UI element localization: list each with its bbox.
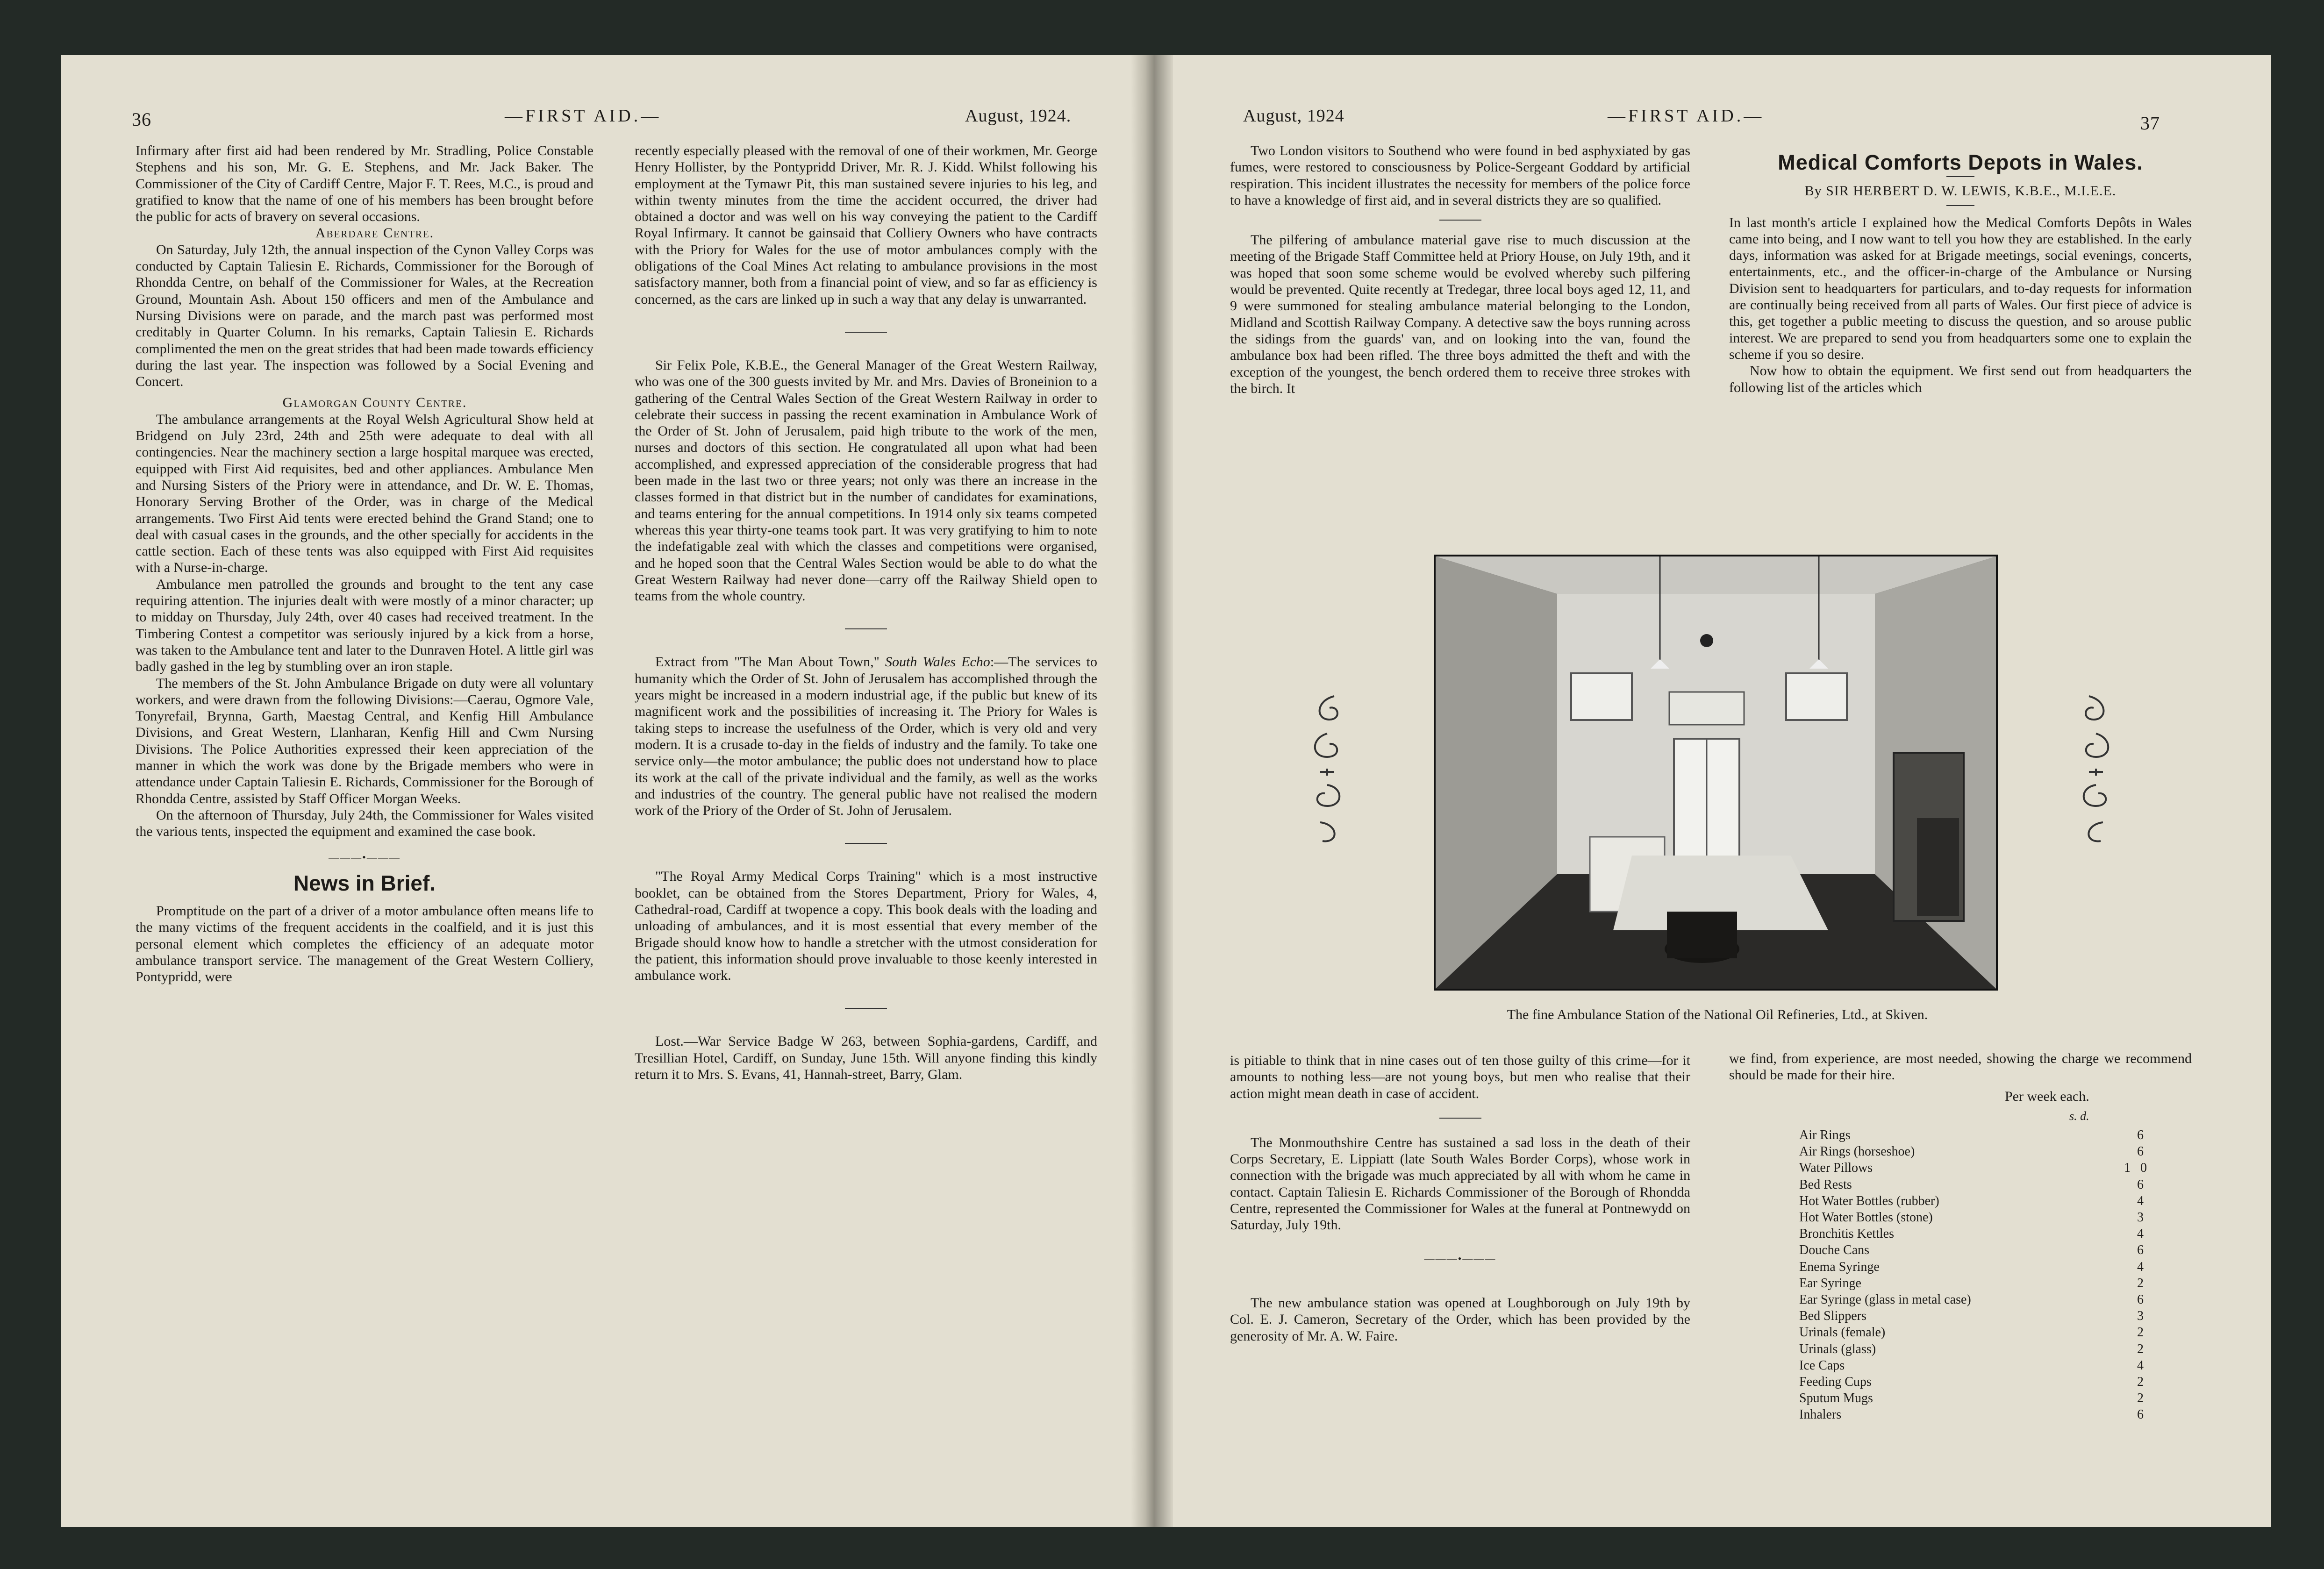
price-row bbox=[1799, 1374, 2154, 1390]
item-price: 2 bbox=[2124, 1276, 2144, 1291]
paragraph: recently especially pleased with the removal of one of their workmen, Mr. George Henry Hollister, by the Pontypridd Driver, Mr. R. J. Kidd. Whilst following his employment at the Tymawr Pit, this man sustained severe injuries to his leg, and within twenty minutes from the time the accident occurred, the driver had obtained a doctor and was well on his way conveying the patient to the Cardiff Royal Infirmary. It cannot be gainsaid that Colliery Owners who have contracts with the Priory for Wales for the use of motor ambulances comply with the obligations of the Coal Mines Act relating to ambulance provisions in the most satisfactory manner, both from a financial point of view, and so far as efficiency is concerned, as the cars are linked up in such a way that any delay is unwarranted. bbox=[635, 143, 1097, 307]
item-name: Ear Syringe bbox=[1799, 1276, 1861, 1291]
divider bbox=[845, 843, 887, 844]
page-number-right: 37 bbox=[2140, 113, 2160, 134]
price-row bbox=[1799, 1357, 2154, 1374]
issue-date-left: August, 1924. bbox=[965, 106, 1072, 126]
item-price: 6 bbox=[2124, 1243, 2144, 1258]
paragraph: Two London visitors to Southend who were found in bed asphyxiated by gas fumes, were restored to consciousness by Police-Sergeant Goddard by artificial respiration. This incident illustrates the necessity for members of the police force to have a knowledge of first aid, and in several districts they are so qualified. bbox=[1230, 143, 1690, 208]
item-price: 4 bbox=[2124, 1358, 2144, 1373]
price-row bbox=[1799, 1193, 2154, 1209]
left-column-1 bbox=[136, 143, 594, 985]
item-name: Air Rings bbox=[1799, 1128, 1851, 1142]
item-name: Ice Caps bbox=[1799, 1358, 1845, 1373]
price-row bbox=[1799, 1160, 2154, 1176]
price-row bbox=[1799, 1259, 2154, 1275]
item-price: 2 bbox=[2124, 1375, 2144, 1390]
running-title-left: —FIRST AID.— bbox=[505, 106, 662, 126]
paragraph bbox=[635, 654, 1097, 819]
price-row bbox=[1799, 1275, 2154, 1291]
item-name: Air Rings (horseshoe) bbox=[1799, 1144, 1915, 1159]
item-name: Urinals (female) bbox=[1799, 1325, 1886, 1340]
divider: ———•——— bbox=[329, 851, 400, 863]
paragraph: On the afternoon of Thursday, July 24th, the Commissioner for Wales visited the various tents, inspected the equipment and examined the case book. bbox=[136, 807, 594, 840]
paragraph: On Saturday, July 12th, the annual inspection of the Cynon Valley Corps was conducted by Captain Taliesin E. Richards, Commissioner for the Borough of Rhondda Centre, on behalf of the Commissioner for Wales, at the Recreation Ground, Mountain Ash. About 150 officers and men of the Ambulance and Nursing Divisions were on parade, and the march past was performed most creditably in Quarter Column. In his remarks, Captain Taliesin E. Richards complimented the men on the great strides that had been made towards efficiency during the last year. The inspection was followed by a Social Evening and Concert. bbox=[136, 242, 594, 390]
item-name: Bed Slippers bbox=[1799, 1309, 1866, 1324]
issue-date-right: August, 1924 bbox=[1243, 106, 1344, 126]
paragraph: we find, from experience, are most needed, showing the charge we recommend should be made for their hire. bbox=[1729, 1051, 2192, 1083]
right-column-1-bottom bbox=[1230, 1052, 1690, 1344]
book-gutter-right bbox=[1154, 55, 1173, 1527]
paragraph: The pilfering of ambulance material gave rise to much discussion at the meeting of the Brigade Staff Committee held at Priory House, on July 19th, and it was hoped that soon some scheme would be evolved whereby such pilfering would be prevented. Quite recently at Tredegar, three local boys aged 12, 11, and 9 were summoned for stealing ambulance material belonging to the London, Midland and Scottish Railway Company. A detective saw the boys running across the sidings from the guards' van, and on looking into the van, found the ambulance box had been rifled. The three boys admitted the theft and with the exception of the youngest, the bench ordered them to receive three strokes with the birch. It bbox=[1230, 232, 1690, 396]
item-name: Hot Water Bottles (stone) bbox=[1799, 1210, 1933, 1225]
item-price: 4 bbox=[2124, 1259, 2144, 1274]
paragraph: Now how to obtain the equipment. We first send out from headquarters the following list of the articles which bbox=[1729, 363, 2192, 395]
price-row bbox=[1799, 1406, 2154, 1423]
item-price: 2 bbox=[2124, 1341, 2144, 1356]
text-span: :—The services to humanity which the Order of St. John of Jerusalem has accomplished through the years might be increased in a modern industrial age, if the public but knew of its magnificent work and the possibilities of increasing it. The Priory for Wales is taking steps to increase the usefulness of the Order, which is very old and very modern. It is a crusade to-day in the fields of industry and the family. To take one service only—the motor ambulance; the public does not understand how to place its work at the call of the private individual and the family, as well as the works and industries of the country. The general public have not realised the modern work of the Priory of the Order of St. John of Jerusalem. bbox=[635, 654, 1097, 819]
item-price: 3 bbox=[2124, 1309, 2144, 1324]
paragraph: The ambulance arrangements at the Royal Welsh Agricultural Show held at Bridgend on July 23rd, 24th and 25th were adequate to deal with all contingencies. Near the machinery section a large hospital marquee was erected, equipped with First Aid requisites, bed and other appliances. Ambulance Men and Nursing Sisters of the Priory were in attendance, and Dr. W. E. Thomas, Honorary Serving Brother of the Order, was in charge of the Medical arrangements. Two First Aid tents were erected behind the Grand Stand; one to deal with casual cases in the grounds, and the other specially for accidents in the cattle section. Each of these tents was also equipped with First Aid requisites with a Nurse-in-charge. bbox=[136, 411, 594, 576]
item-name: Douche Cans bbox=[1799, 1243, 1870, 1258]
paragraph: Promptitude on the part of a driver of a motor ambulance often means life to the many victims of the frequent accidents in the coalfield, and it is just this personal element which completes the efficiency of an adequate motor ambulance transport service. The management of the Great Western Colliery, Pontypridd, were bbox=[136, 903, 594, 985]
right-column-1-top bbox=[1230, 143, 1690, 397]
source-name: South Wales Echo bbox=[885, 654, 990, 670]
section-heading-glamorgan: Glamorgan County Centre. bbox=[282, 395, 467, 411]
item-price: 6 bbox=[2124, 1292, 2144, 1307]
right-column-2-top bbox=[1729, 150, 2192, 396]
book-gutter bbox=[1131, 55, 1154, 1527]
running-title-right: —FIRST AID.— bbox=[1608, 106, 1765, 126]
item-price: 2 bbox=[2124, 1325, 2144, 1340]
divider bbox=[845, 628, 887, 629]
paragraph: Sir Felix Pole, K.B.E., the General Manager of the Great Western Railway, who was one of the 300 guests invited by Mr. and Mrs. Davies of Broneinion to a gathering of the Central Wales Section of the Great Western Railway in order to celebrate their success in passing the recent examination in Ambulance Work of the Order of St. John of Jerusalem, paid high tribute to the work of the men, nurses and doctors of this section. He congratulated all upon what had been accomplished, and expressed appreciation of the considerable progress that had been made in the last two or three years; not only was there an increase in the classes formed in that district but in the number of candidates for examinations, and teams entering for the annual competitions. In 1914 only six teams competed whereas this year thirty-one teams took part. It was very gratifying to him to note the indefatigable zeal with which the classes and competitions were organised, and he hoped soon that the Central Wales Section would be able to do what the Great Western Railway had never done—carry off the Railway Shield open to teams from the whole country. bbox=[635, 357, 1097, 604]
hire-price-list bbox=[1799, 1127, 2154, 1423]
item-name: Inhalers bbox=[1799, 1407, 1842, 1422]
price-row bbox=[1799, 1209, 2154, 1226]
item-name: Ear Syringe (glass in metal case) bbox=[1799, 1292, 1971, 1307]
price-row bbox=[1799, 1127, 2154, 1143]
price-row bbox=[1799, 1324, 2154, 1341]
item-name: Sputum Mugs bbox=[1799, 1391, 1873, 1406]
item-name: Hot Water Bottles (rubber) bbox=[1799, 1193, 1939, 1208]
scroll-ornament-icon bbox=[1306, 692, 1348, 846]
item-price: 6 bbox=[2124, 1407, 2144, 1422]
medical-comforts-heading: Medical Comforts Depots in Wales. bbox=[1778, 150, 2143, 174]
item-name: Urinals (glass) bbox=[1799, 1341, 1876, 1356]
item-name: Water Pillows bbox=[1799, 1161, 1873, 1176]
paragraph: In last month's article I explained how the Medical Comforts Depôts in Wales came into being, and I now want to tell you how they are established. In the early days, information was asked for at Brigade meetings, social evenings, concerts, entertainments, etc., and the officer-in-charge of the Ambulance or Nursing Division sent to headquarters for particulars, and to-day requests for information are continually being received from all parts of Wales. Our first piece of advice is this, get together a public meeting to discuss the question, and so arouse public interest. We are prepared to send you from headquarters some one to explain the scheme if you so desire. bbox=[1729, 214, 2192, 362]
scroll-ornament-icon bbox=[2075, 692, 2117, 846]
item-price: 4 bbox=[2124, 1227, 2144, 1241]
right-column-2-bottom bbox=[1729, 1050, 2192, 1084]
item-price: 3 bbox=[2124, 1210, 2144, 1225]
item-price: 1 0 bbox=[2124, 1161, 2147, 1176]
page-number-left: 36 bbox=[132, 109, 151, 130]
divider bbox=[845, 332, 887, 333]
per-week-label: Per week each. bbox=[2005, 1089, 2089, 1104]
price-row bbox=[1799, 1291, 2154, 1308]
divider: ———•——— bbox=[1424, 1252, 1496, 1264]
paragraph: Lost.—War Service Badge W 263, between Sophia-gardens, Cardiff, and Tresillian Hotel, Cardiff, on Sunday, June 15th. Will anyone finding this kindly return it to Mrs. S. Evans, 41, Hannah-street, Barry, Glam. bbox=[635, 1034, 1097, 1083]
price-row bbox=[1799, 1177, 2154, 1193]
price-row bbox=[1799, 1341, 2154, 1357]
price-row bbox=[1799, 1308, 2154, 1324]
item-name: Bronchitis Kettles bbox=[1799, 1227, 1894, 1241]
divider bbox=[1439, 1118, 1481, 1119]
item-name: Bed Rests bbox=[1799, 1177, 1852, 1192]
item-price: 2 bbox=[2124, 1391, 2144, 1406]
byline: By SIR HERBERT D. W. LEWIS, K.B.E., M.I.E.E. bbox=[1804, 183, 2117, 199]
item-price: 6 bbox=[2124, 1177, 2144, 1192]
paragraph: "The Royal Army Medical Corps Training" which is a most instructive booklet, can be obtained from the Stores Department, Priory for Wales, 4, Cathedral-road, Cardiff at twopence a copy. This book deals with the loading and unloading of ambulances, and it is most essential that every member of the Brigade should know how to handle a stretcher with the utmost consideration for the patient, this information should prove invaluable to those keenly interested in ambulance work. bbox=[635, 869, 1097, 984]
photo-caption: The fine Ambulance Station of the National Oil Refineries, Ltd., at Skiven. bbox=[1507, 1007, 1928, 1022]
item-price: 4 bbox=[2124, 1193, 2144, 1208]
item-price: 6 bbox=[2124, 1128, 2144, 1142]
price-row bbox=[1799, 1242, 2154, 1258]
price-row bbox=[1799, 1143, 2154, 1160]
paragraph: The new ambulance station was opened at Loughborough on July 19th by Col. E. J. Cameron, Secretary of the Order, which has been provided by the generosity of Mr. A. W. Faire. bbox=[1230, 1295, 1690, 1344]
paragraph: The Monmouthshire Centre has sustained a sad loss in the death of their Corps Secretary, E. Lippiatt (late South Wales Border Corps), whose work in connection with the brigade was much appreciated by all with whom he came in contact. Captain Taliesin E. Richards Commissioner of the Borough of Rhondda Centre, represented the Commissioner for Wales at the funeral at Pontnewydd on Saturday, July 19th. bbox=[1230, 1134, 1690, 1233]
paragraph: Ambulance men patrolled the grounds and brought to the tent any case requiring attention. The injuries dealt with were mostly of a minor character; up to midday on Thursday, July 24th, over 40 cases had received treatment. In the Timbering Contest a competitor was seriously injured by a kick from a horse, was taken to the Ambulance tent and later to the Dunraven Hotel. A little girl was badly gashed in the leg by stumbling over an iron staple. bbox=[136, 576, 594, 675]
paragraph: The members of the St. John Ambulance Brigade on duty were all voluntary workers, and were drawn from the following Divisions:—Caerau, Ogmore Vale, Tonyrefail, Brynna, Garth, Maestag Central, and Kenfig Hill Ambulance Divisions, and Great Western, Llanharan, Kenfig Hill and Cwm Nursing Divisions. The Police Authorities expressed their keen appreciation of the manner in which the work was done by the Brigade members who were in attendance under Captain Taliesin E. Richards, Commissioner for the Borough of Rhondda Centre, assisted by Staff Officer Morgan Weeks. bbox=[136, 675, 594, 806]
price-row bbox=[1799, 1390, 2154, 1406]
item-name: Feeding Cups bbox=[1799, 1375, 1872, 1390]
paragraph: Infirmary after first aid had been rendered by Mr. Stradling, Police Constable Stephens and his son, Mr. G. E. Stephens, and Mr. Jack Baker. The Commissioner of the City of Cardiff Centre, Major F. T. Rees, M.C., is proud and gratified to know that the name of one of his members has been brought before the public for acts of bravery on several occasions. bbox=[136, 143, 594, 225]
section-heading-aberdare: Aberdare Centre. bbox=[315, 225, 435, 241]
text-span: Extract from "The Man About Town," bbox=[655, 654, 886, 670]
price-row bbox=[1799, 1226, 2154, 1242]
divider bbox=[1439, 220, 1481, 221]
currency-units: s. d. bbox=[2069, 1109, 2089, 1123]
news-in-brief-heading: News in Brief. bbox=[293, 870, 436, 895]
item-price: 6 bbox=[2124, 1144, 2144, 1159]
paragraph: is pitiable to think that in nine cases out of ten those guilty of this crime—for it amounts to nothing less—are not young boys, but men who realise that their action might mean death in case of accident. bbox=[1230, 1053, 1690, 1101]
item-name: Enema Syringe bbox=[1799, 1259, 1880, 1274]
ambulance-station-photo bbox=[1434, 555, 1998, 991]
left-column-2 bbox=[635, 143, 1097, 1083]
divider bbox=[845, 1008, 887, 1009]
divider bbox=[1946, 176, 1974, 177]
divider bbox=[1946, 205, 1974, 206]
